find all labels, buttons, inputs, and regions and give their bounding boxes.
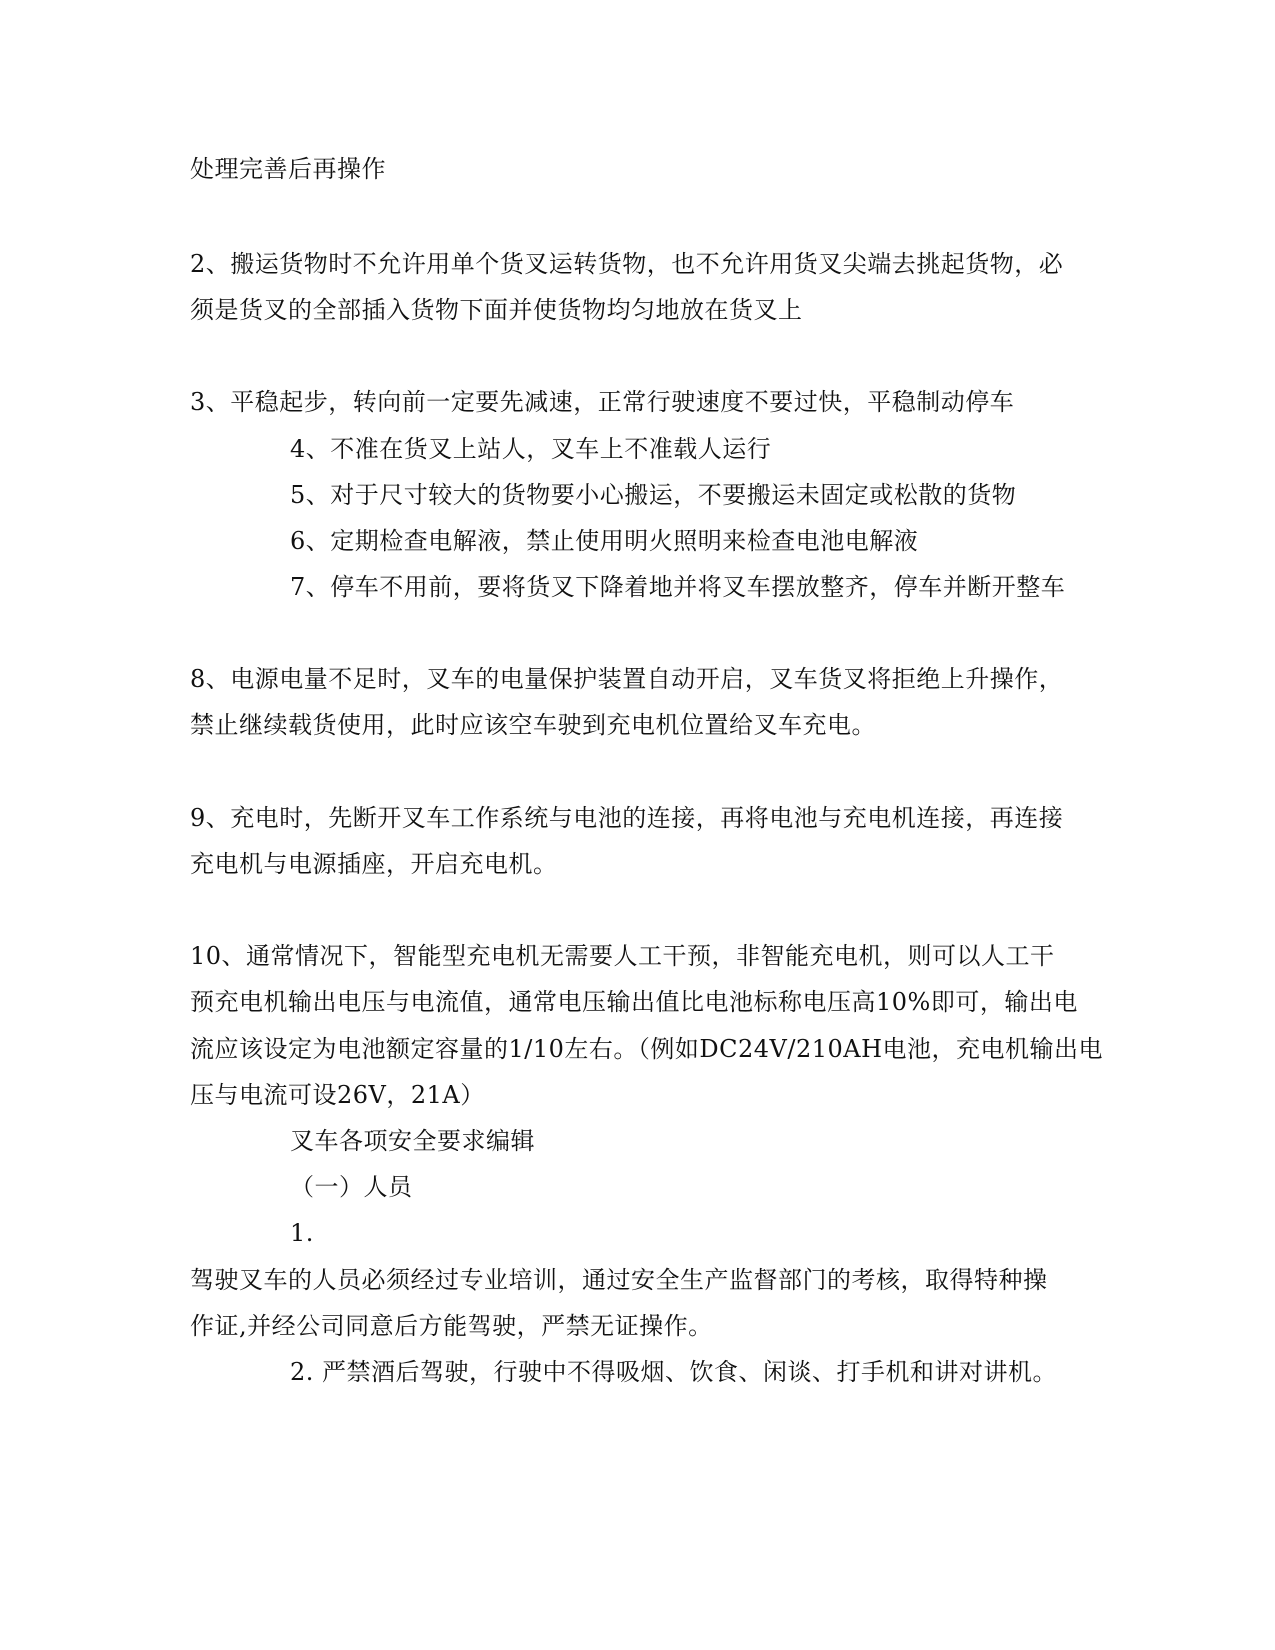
text-line: 7、停车不用前，要将货叉下降着地并将叉车摆放整齐，停车并断开整车 bbox=[290, 573, 1066, 601]
text-line: 禁止继续载货使用，此时应该空车驶到充电机位置给叉车充电。 bbox=[190, 711, 876, 739]
text-line: 3、平稳起步，转向前一定要先减速，正常行驶速度不要过快，平稳制动停车 bbox=[190, 388, 1015, 416]
text-line: 流应该设定为电池额定容量的1/10左右。（例如DC24V/210AH电池，充电机输出电 bbox=[190, 1035, 1104, 1063]
text-line: 2. 严禁酒后驾驶，行驶中不得吸烟、饮食、闲谈、打手机和讲对讲机。 bbox=[290, 1358, 1058, 1386]
text-line: 驾驶叉车的人员必须经过专业培训，通过安全生产监督部门的考核，取得特种操 bbox=[190, 1266, 1048, 1294]
text-line: 4、不准在货叉上站人，叉车上不准载人运行 bbox=[290, 435, 772, 463]
text-line: 处理完善后再操作 bbox=[190, 155, 386, 183]
text-line: 9、充电时，先断开叉车工作系统与电池的连接，再将电池与充电机连接，再连接 bbox=[190, 804, 1064, 832]
text-line: 8、电源电量不足时，叉车的电量保护装置自动开启，叉车货叉将拒绝上升操作， bbox=[190, 665, 1064, 693]
text-line: 10、通常情况下，智能型充电机无需要人工干预，非智能充电机，则可以人工干 bbox=[190, 942, 1055, 970]
text-line: 5、对于尺寸较大的货物要小心搬运，不要搬运未固定或松散的货物 bbox=[290, 481, 1017, 509]
text-line: 2、搬运货物时不允许用单个货叉运转货物，也不允许用货叉尖端去挑起货物，必 bbox=[190, 250, 1064, 278]
text-line: 须是货叉的全部插入货物下面并使货物均匀地放在货叉上 bbox=[190, 296, 803, 324]
text-line: 充电机与电源插座，开启充电机。 bbox=[190, 850, 558, 878]
text-line: 压与电流可设26V，21A） bbox=[190, 1081, 485, 1109]
subsection-heading: （一）人员 bbox=[290, 1173, 413, 1201]
text-line: 预充电机输出电压与电流值，通常电压输出值比电池标称电压高10%即可，输出电 bbox=[190, 988, 1078, 1016]
list-number: 1. bbox=[290, 1219, 314, 1247]
text-line: 6、定期检查电解液，禁止使用明火照明来检查电池电解液 bbox=[290, 527, 919, 555]
text-line: 作证,并经公司同意后方能驾驶，严禁无证操作。 bbox=[190, 1312, 713, 1340]
section-heading: 叉车各项安全要求编辑 bbox=[290, 1127, 535, 1155]
